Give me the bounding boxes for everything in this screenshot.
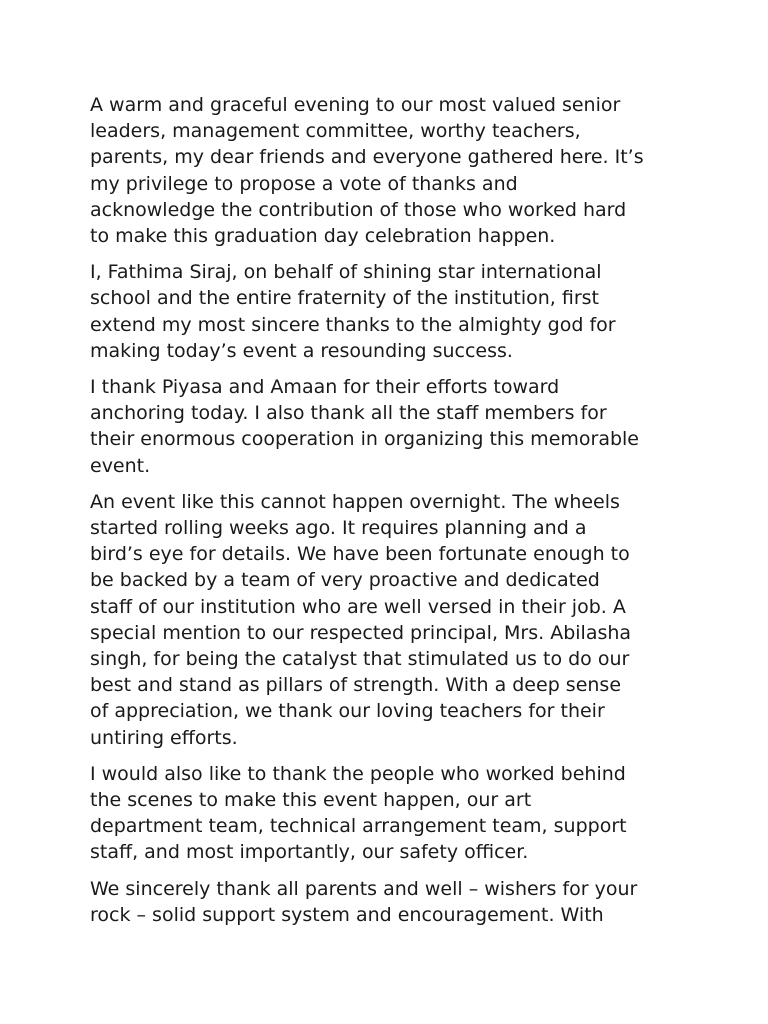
text-line: leaders, management committee, worthy teachers, xyxy=(90,120,581,143)
text-line: A warm and graceful evening to our most valued senior xyxy=(90,94,621,116)
text-line: be backed by a team of very proactive and dedicated xyxy=(90,569,600,592)
document-body xyxy=(90,92,690,938)
paragraph-3 xyxy=(90,374,690,479)
text-line: best and stand as pillars of strength. With a deep sense xyxy=(90,674,622,697)
text-line: We sincerely thank all parents and well – wishers for your xyxy=(90,877,638,900)
text-line: special mention to our respected principal, Mrs. Abilasha xyxy=(90,621,632,644)
text-line: extend my most sincere thanks to the almighty god for xyxy=(90,313,616,336)
text-line: event. xyxy=(90,454,151,477)
text-line: started rolling weeks ago. It requires planning and a xyxy=(90,517,587,540)
paragraph-4 xyxy=(90,489,690,751)
text-line: their enormous cooperation in organizing this memorable xyxy=(90,428,639,451)
paragraph-5 xyxy=(90,761,690,866)
text-line: the scenes to make this event happen, our art xyxy=(90,789,532,812)
text-line: anchoring today. I also thank all the staff members for xyxy=(90,402,607,425)
text-line: of appreciation, we thank our loving teachers for their xyxy=(90,700,605,723)
text-line: I thank Piyasa and Amaan for their efforts toward xyxy=(90,376,560,399)
text-line: An event like this cannot happen overnight. The wheels xyxy=(90,490,620,513)
text-line: parents, my dear friends and everyone gathered here. It’s xyxy=(90,146,644,169)
text-line: staff of our institution who are well versed in their job. A xyxy=(90,595,626,618)
text-line: bird’s eye for details. We have been fortunate enough to xyxy=(90,543,630,566)
text-line: my privilege to propose a vote of thanks and xyxy=(90,172,518,195)
paragraph-2 xyxy=(90,259,690,364)
text-line: untiring efforts. xyxy=(90,726,238,749)
paragraph-6 xyxy=(90,876,690,928)
text-line: acknowledge the contribution of those who worked hard xyxy=(90,198,627,221)
text-line: rock – solid support system and encouragement. With xyxy=(90,903,604,926)
text-line: I would also like to thank the people who worked behind xyxy=(90,762,626,785)
text-line: to make this graduation day celebration happen. xyxy=(90,225,556,248)
paragraph-1 xyxy=(90,92,690,249)
text-line: staff, and most importantly, our safety officer. xyxy=(90,841,529,864)
text-line: school and the entire fraternity of the institution, first xyxy=(90,287,599,310)
text-line: department team, technical arrangement team, support xyxy=(90,815,627,838)
text-line: making today’s event a resounding success. xyxy=(90,339,513,362)
text-line: singh, for being the catalyst that stimulated us to do our xyxy=(90,648,630,671)
text-line: I, Fathima Siraj, on behalf of shining star international xyxy=(90,261,602,284)
